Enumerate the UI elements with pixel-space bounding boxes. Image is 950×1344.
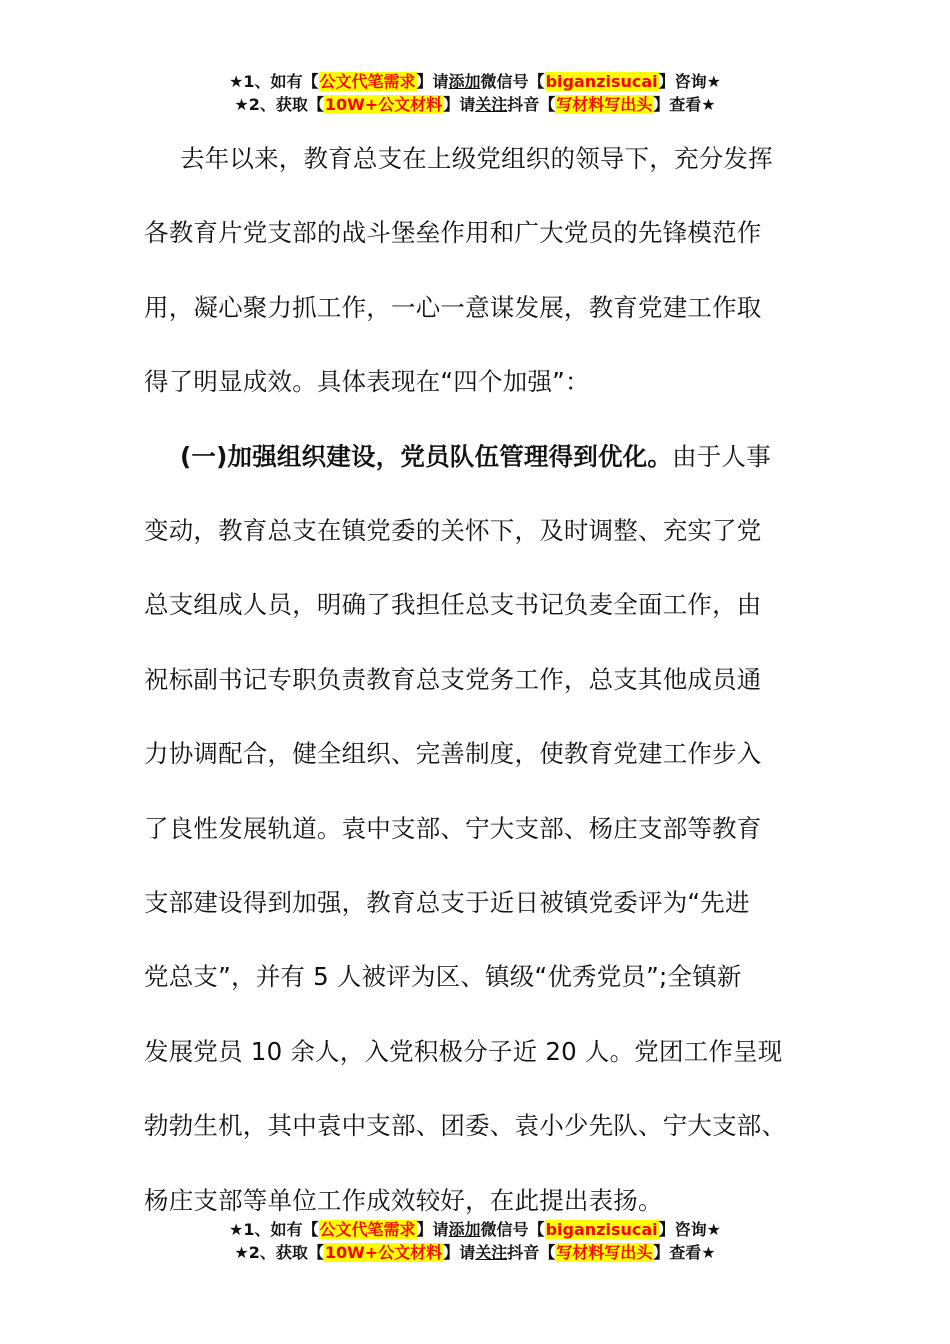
banner-text: 】咨询★ (658, 72, 721, 91)
banner-highlight: biganzisucai (545, 72, 658, 91)
text-line: 祝标副书记专职负责教育总支党务工作，总支其他成员通 (144, 664, 762, 694)
banner-text: ★1、如有【 (229, 72, 319, 91)
banner-text: ★2、获取【 (234, 95, 324, 114)
top-banner (0, 70, 950, 116)
banner-text: 】咨询★ (658, 1220, 721, 1239)
banner-underline: 添加 (448, 72, 481, 91)
banner-highlight: 公文代笔需求 (319, 1220, 416, 1239)
banner-text: 】查看★ (653, 1243, 716, 1262)
banner-text: 】请 (443, 95, 476, 114)
text-line: 党总支”，并有 5 人被评为区、镇级“优秀党员”;全镇新 (144, 962, 742, 992)
text-line: 得了明显成效。具体表现在“四个加强”： (144, 367, 590, 397)
banner-highlight: biganzisucai (545, 1220, 658, 1239)
banner-line-2 (0, 93, 950, 116)
section-heading: (一)加强组织建设，党员队伍管理得到优化。 (180, 441, 673, 471)
paragraph-2 (144, 420, 804, 1238)
banner-highlight: 写材料写出头 (556, 95, 653, 114)
banner-underline: 添加 (448, 1220, 481, 1239)
banner-highlight: 10W+公文材料 (324, 95, 443, 114)
banner-text: 抖音【 (507, 95, 556, 114)
text-line (144, 420, 804, 494)
banner-highlight: 10W+公文材料 (324, 1243, 443, 1262)
banner-text: 微信号【 (480, 1220, 545, 1239)
banner-underline: 关注 (475, 95, 508, 114)
banner-highlight: 公文代笔需求 (319, 72, 416, 91)
text-line: 变动，教育总支在镇党委的关怀下，及时调整、充实了党 (144, 516, 762, 546)
banner-text: 】请 (443, 1243, 476, 1262)
text-line: 各教育片党支部的战斗堡垒作用和广大党员的先锋模范作 (144, 218, 762, 248)
banner-underline: 关注 (475, 1243, 508, 1262)
banner-text: 微信号【 (480, 72, 545, 91)
banner-text: 抖音【 (507, 1243, 556, 1262)
text-line: 总支组成人员，明确了我担任总支书记负麦全面工作，由 (144, 590, 762, 620)
banner-text: 】请 (416, 1220, 449, 1239)
text-line: 发展党员 10 余人，入党积极分子近 20 人。党团工作呈现 (144, 1036, 783, 1066)
text-line: 了良性发展轨道。袁中支部、宁大支部、杨庄支部等教育 (144, 813, 762, 843)
bottom-banner (0, 1218, 950, 1264)
banner-text: 】请 (416, 72, 449, 91)
document-body (144, 122, 804, 1238)
text-line: 勃勃生机，其中袁中支部、团委、袁小少先队、宁大支部、 (144, 1111, 787, 1141)
banner-highlight: 写材料写出头 (556, 1243, 653, 1262)
text-line: 力协调配合，健全组织、完善制度，使教育党建工作步入 (144, 739, 762, 769)
banner-text: ★2、获取【 (234, 1243, 324, 1262)
text-fragment: 由于人事 (672, 441, 771, 471)
text-line: 支部建设得到加强，教育总支于近日被镇党委评为“先进 (144, 888, 750, 918)
banner-text: 】查看★ (653, 95, 716, 114)
banner-line-1 (0, 1218, 950, 1241)
text-line: 去年以来，教育总支在上级党组织的领导下，充分发挥 (180, 144, 773, 173)
banner-line-2 (0, 1241, 950, 1264)
text-line: 用，凝心聚力抓工作，一心一意谋发展，教育党建工作取 (144, 292, 762, 322)
banner-text: ★1、如有【 (229, 1220, 319, 1239)
text-line: 杨庄支部等单位工作成效较好，在此提出表扬。 (144, 1185, 663, 1215)
banner-line-1 (0, 70, 950, 93)
paragraph-1 (144, 122, 804, 420)
